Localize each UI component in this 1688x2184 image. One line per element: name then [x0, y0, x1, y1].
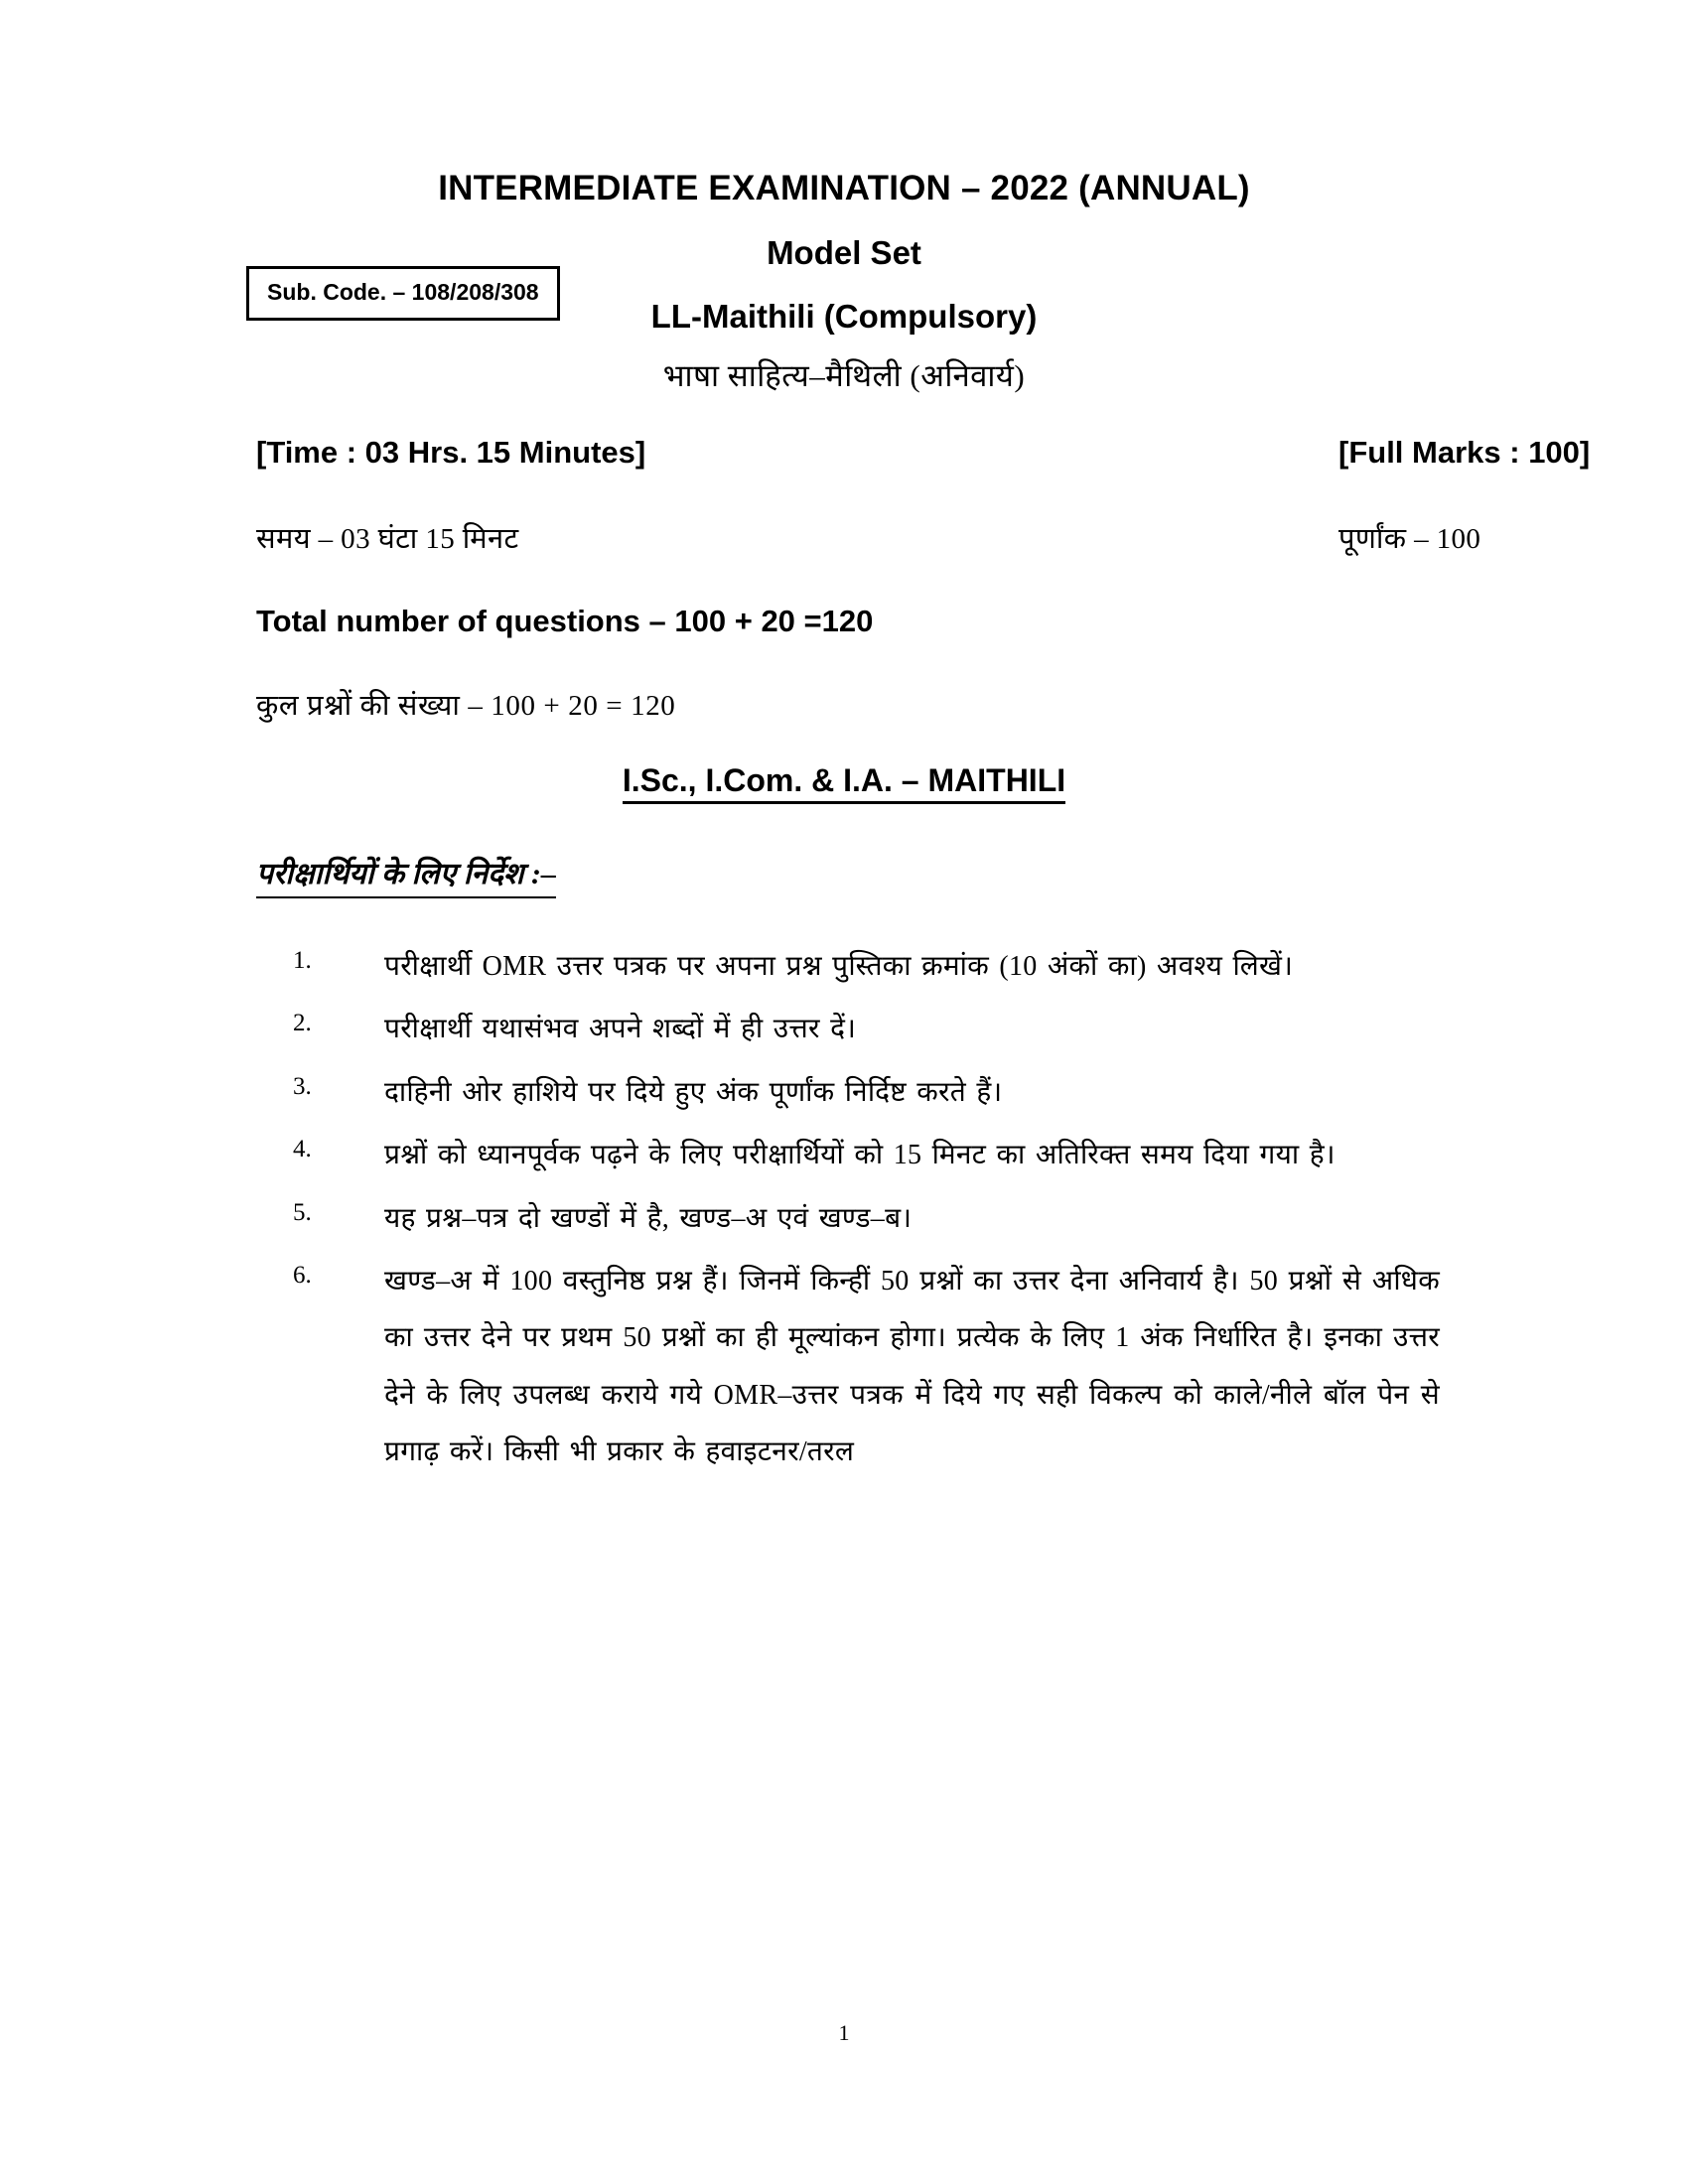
- page-number: 1: [838, 2020, 850, 2045]
- instructions-heading: [256, 852, 556, 898]
- full-marks-label-english: [Full Marks : 100]: [1338, 435, 1591, 470]
- instructions-list: [293, 938, 1440, 1481]
- instruction-text: खण्ड–अ में 100 वस्तुनिष्ठ प्रश्न हैं। जिनमें किन्हीं 50 प्रश्नों का उत्तर देना अनिवार्य है। 50 प्रश्नों से अधिक का उत्तर देने पर प्रथम 50 प्रश्नों का ही मूल्यांकन होगा। प्रत्येक के लिए 1 अंक निर्धारित है। इनका उत्तर देने के लिए उपलब्ध कराये गये OMR–उत्तर पत्रक में दिये गए सही विकल्प को काले/नीले बॉल पेन से प्रगाढ़ करें। किसी भी प्रकार के हवाइटनर/तरल: [384, 1265, 1440, 1468]
- meta-row-english: [256, 435, 1591, 471]
- instruction-number: 1.: [293, 947, 312, 974]
- instruction-number: 5.: [293, 1198, 312, 1226]
- full-marks-label-hindi: पूर्णांक – 100: [1338, 523, 1481, 555]
- time-label-hindi: समय – 03 घंटा 15 मिनट: [256, 523, 519, 555]
- list-item: [293, 1253, 1440, 1481]
- instruction-number: 6.: [293, 1261, 312, 1289]
- list-item: [293, 1127, 1440, 1183]
- instruction-text: दाहिनी ओर हाशिये पर दिये हुए अंक पूर्णांक निर्दिष्ट करते हैं।: [384, 1076, 1003, 1108]
- list-item: [293, 1001, 1440, 1057]
- list-item: [293, 1064, 1440, 1121]
- subject-code-box: Sub. Code. – 108/208/308: [246, 266, 560, 321]
- instruction-number: 2.: [293, 1010, 312, 1037]
- subject-title-hindi: भाषा साहित्य–मैथिली (अनिवार्य): [662, 358, 1026, 394]
- time-label-english: [Time : 03 Hrs. 15 Minutes]: [256, 435, 646, 470]
- list-item: [293, 938, 1440, 995]
- total-questions-english: Total number of questions – 100 + 20 =120: [256, 604, 874, 638]
- stream-line-text: I.Sc., I.Com. & I.A. – MAITHILI: [623, 762, 1065, 804]
- exam-title: INTERMEDIATE EXAMINATION – 2022 (ANNUAL): [438, 169, 1250, 207]
- total-questions-hindi: कुल प्रश्नों की संख्या – 100 + 20 = 120: [256, 690, 676, 722]
- instruction-number: 3.: [293, 1072, 312, 1100]
- instruction-number: 4.: [293, 1136, 312, 1163]
- subject-title-english: LL-Maithili (Compulsory): [650, 298, 1038, 336]
- instruction-text: यह प्रश्न–पत्र दो खण्डों में है, खण्ड–अ एवं खण्ड–ब।: [384, 1202, 913, 1234]
- instruction-text: परीक्षार्थी यथासंभव अपने शब्दों में ही उत्तर दें।: [384, 1014, 857, 1045]
- stream-line: [0, 762, 1688, 804]
- instruction-text: प्रश्नों को ध्यानपूर्वक पढ़ने के लिए परीक्षार्थियों को 15 मिनट का अतिरिक्त समय दिया गया है।: [384, 1140, 1336, 1171]
- meta-row-hindi: [256, 518, 1519, 557]
- instruction-text: परीक्षार्थी OMR उत्तर पत्रक पर अपना प्रश्न पुस्तिका क्रमांक (10 अंकों का) अवश्य लिखें।: [384, 951, 1294, 982]
- model-set-label: Model Set: [767, 234, 921, 272]
- list-item: [293, 1190, 1440, 1247]
- instructions-heading-text: परीक्षार्थियों के लिए निर्देश :–: [256, 852, 556, 898]
